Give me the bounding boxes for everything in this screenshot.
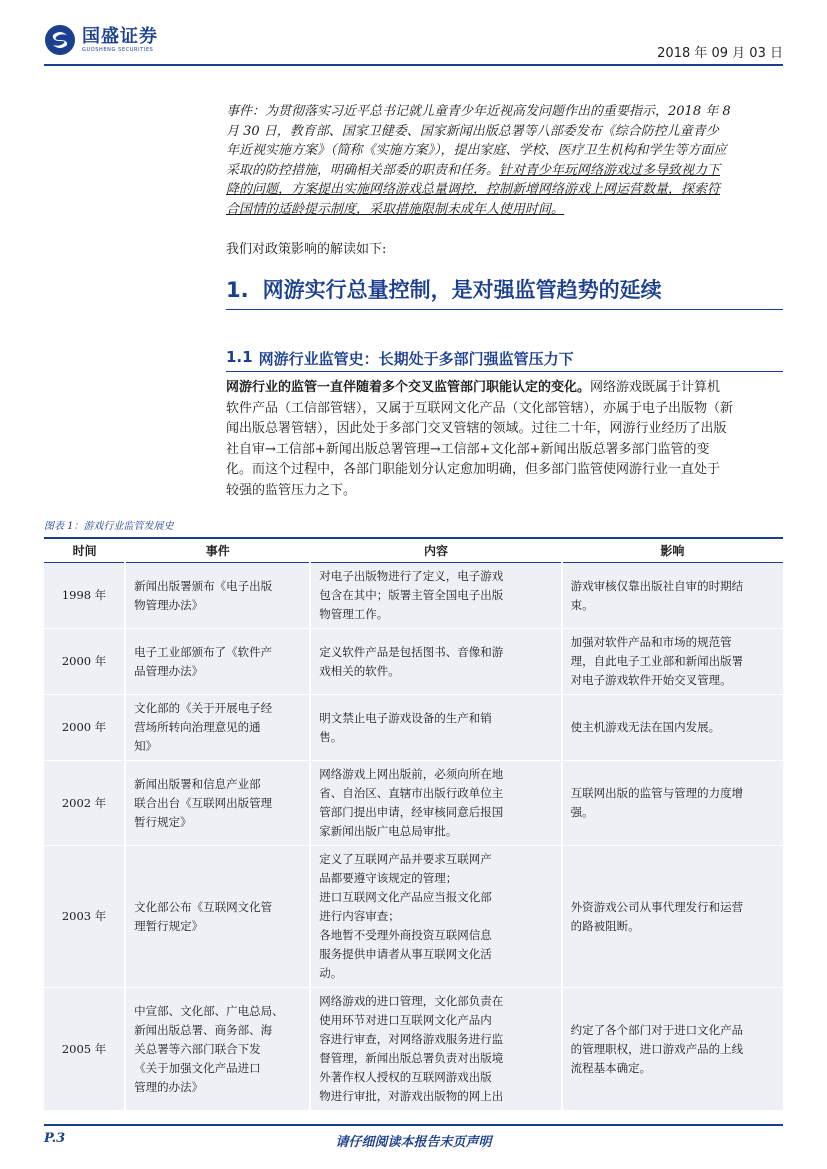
section-divider	[226, 309, 783, 310]
cell-line: 知》	[134, 739, 158, 753]
subsection-title: 网游行业监管史：长期处于多部门强监管压力下	[258, 350, 574, 368]
column-header: 事件	[125, 538, 310, 563]
cell-line: 定义了互联网产品并要求互联网产	[319, 852, 492, 866]
cell-line: 品都要遵守该规定的管理；	[319, 871, 458, 885]
cell-line: 家新闻出版广电总局审批。	[319, 824, 458, 838]
table-row	[44, 695, 783, 761]
paragraph-line: 闻出版总署管辖），因此处于多部门交叉管辖的领域。过往二十年，网游行业经历了出版	[226, 421, 727, 436]
cell-year: 2000 年	[44, 629, 125, 695]
regulation-history-table	[44, 537, 783, 1111]
cell-impact	[562, 629, 783, 695]
table-row	[44, 988, 783, 1111]
cell-line: 定义软件产品是包括图书、音像和游	[319, 644, 504, 659]
cell-year: 2005 年	[44, 988, 125, 1111]
body-paragraph	[226, 378, 782, 501]
cell-line: 明文禁止电子游戏设备的生产和销	[319, 710, 492, 725]
cell-line: 使主机游戏无法在国内发展。	[570, 720, 721, 734]
cell-line: 各地暂不受理外商投资互联网信息	[319, 928, 492, 942]
cell-line: 进行内容审查；	[319, 909, 400, 923]
cell-line: 使用环节对进口互联网文化产品内	[319, 1013, 492, 1027]
cell-line: 戏相关的软件。	[319, 663, 400, 678]
paragraph-line: 网络游戏既属于计算机	[590, 380, 721, 395]
cell-content	[310, 761, 561, 846]
cell-line: 省、自治区、直辖市出版行政单位主	[319, 786, 504, 800]
cell-line: 理暂行规定》	[134, 918, 204, 933]
cell-line: 包含在其中；版署主管全国电子出版	[319, 588, 504, 602]
cell-event	[125, 563, 310, 629]
cell-line: 容进行审查，对网络游戏服务进行监	[319, 1032, 504, 1046]
subsection-number: 1.1	[226, 348, 253, 366]
cell-line: 动。	[319, 966, 343, 980]
event-line: 合国情的适龄提示制度，采取措施限制未成年人使用时间。	[226, 201, 565, 217]
event-line: 月 30 日，教育部、国家卫健委、国家新闻出版总署等八部委发布《综合防控儿童青少	[226, 123, 719, 139]
cell-year: 1998 年	[44, 563, 125, 629]
page-number: P.3	[44, 1131, 66, 1146]
cell-impact	[562, 695, 783, 761]
section-heading-1	[226, 274, 662, 304]
cell-line: 强。	[570, 805, 594, 819]
cell-line: 服务提供申请者从事互联网文化活	[319, 947, 492, 961]
cell-line: 《关于加强文化产品进口	[134, 1060, 261, 1075]
cell-line: 物进行审批，对游戏出版物的网上出	[319, 1089, 504, 1103]
paragraph-lead: 网游行业的监管一直伴随着多个交叉监管部门职能认定的变化。	[226, 380, 591, 395]
column-header: 时间	[44, 538, 125, 563]
cell-line: 联合出台《互联网出版管理	[134, 795, 273, 810]
cell-line: 新闻出版总署、商务部、海	[134, 1022, 273, 1037]
cell-impact	[562, 846, 783, 988]
cell-event	[125, 695, 310, 761]
figure-caption: 图表 1：游戏行业监管发展史	[44, 521, 174, 532]
cell-line: 物管理工作。	[319, 607, 389, 621]
cell-line: 的管理职权，进口游戏产品的上线	[570, 1041, 744, 1056]
cell-line: 的路被阻断。	[570, 918, 640, 933]
cell-line: 流程基本确定。	[570, 1060, 652, 1075]
cell-event	[125, 629, 310, 695]
subsection-divider	[226, 371, 783, 372]
cell-content	[310, 563, 561, 629]
column-header: 影响	[562, 538, 783, 563]
cell-content	[310, 629, 561, 695]
cell-event	[125, 846, 310, 988]
cell-line: 营场所转向治理意见的通	[134, 720, 261, 734]
cell-line: 对电子出版物进行了定义，电子游戏	[319, 569, 504, 583]
cell-line: 网络游戏的进口管理，文化部负责在	[319, 994, 504, 1008]
logo-chinese-name: 国盛证券	[82, 25, 158, 47]
table-row	[44, 761, 783, 846]
cell-line: 新闻出版署颁布《电子出版	[134, 578, 273, 593]
cell-line: 品管理办法》	[134, 663, 204, 678]
cell-year: 2002 年	[44, 761, 125, 846]
cell-content	[310, 695, 561, 761]
cell-impact	[562, 563, 783, 629]
cell-line: 束。	[570, 597, 594, 612]
column-header: 内容	[310, 538, 561, 563]
report-date: 2018 年 09 月 03 日	[657, 46, 783, 61]
cell-year: 2000 年	[44, 695, 125, 761]
cell-line: 理，自此电子工业部和新闻出版署	[570, 654, 744, 668]
event-line: 年近视实施方案》（简称《实施方案》），提出家庭、学校、医疗卫生机构和学生等方面应	[226, 143, 727, 158]
cell-line: 管理的办法》	[134, 1079, 204, 1094]
table-header-row	[44, 538, 783, 563]
cell-line: 文化部公布《互联网文化管	[134, 899, 273, 914]
cell-line: 新闻出版署和信息产业部	[134, 776, 261, 791]
cell-line: 游戏审核仅靠出版社自审的时期结	[570, 578, 744, 593]
paragraph-line: 社自审→工信部+新闻出版总署管理→工信部+文化部+新闻出版总署多部门监管的变	[226, 441, 710, 457]
cell-line: 进口互联网文化产品应当报文化部	[319, 890, 492, 904]
guosheng-logo-icon	[44, 24, 76, 56]
logo-english-name: GUOSHENG SECURITIES	[82, 46, 154, 53]
table-row	[44, 846, 783, 988]
brand-logo	[44, 22, 158, 58]
footer-disclaimer: 请仔细阅读本报告末页声明	[335, 1135, 492, 1150]
cell-content	[310, 988, 561, 1111]
cell-line: 加强对软件产品和市场的规范管	[570, 635, 732, 649]
cell-event	[125, 761, 310, 846]
cell-content	[310, 846, 561, 988]
intro-text: 我们对政策影响的解读如下:	[226, 242, 387, 257]
cell-impact	[562, 761, 783, 846]
footer-divider	[44, 1124, 783, 1126]
event-line: 采取的防控措施，明确相关部委的职责和任务。针对青少年玩网络游戏过多导致视力下	[226, 162, 721, 178]
cell-line: 物管理办法》	[134, 597, 204, 612]
cell-line: 管部门提出申请，经审核同意后报国	[319, 805, 504, 819]
cell-line: 网络游戏上网出版前，必须向所在地	[319, 767, 504, 781]
table-row	[44, 629, 783, 695]
cell-line: 对电子游戏软件开始交叉管理。	[570, 673, 732, 687]
cell-line: 中宣部、文化部、广电总局、	[134, 1003, 284, 1018]
paragraph-line: 较强的监管压力之下。	[226, 482, 357, 498]
header-divider	[44, 64, 783, 66]
cell-line: 售。	[319, 729, 343, 744]
cell-year: 2003 年	[44, 846, 125, 988]
cell-line: 督管理，新闻出版总署负责对出版境	[319, 1051, 504, 1065]
cell-line: 外资游戏公司从事代理发行和运营	[570, 899, 744, 914]
cell-event	[125, 988, 310, 1111]
cell-impact	[562, 988, 783, 1111]
section-title: 网游实行总量控制，是对强监管趋势的延续	[262, 278, 662, 302]
paragraph-line: 化。而这个过程中，各部门职能划分认定愈加明确，但多部门监管使网游行业一直处于	[226, 462, 721, 477]
cell-line: 互联网出版的监管与管理的力度增	[570, 786, 744, 800]
cell-line: 关总署等六部门联合下发	[134, 1041, 261, 1056]
table-row	[44, 563, 783, 629]
cell-line: 文化部的《关于开展电子经	[134, 701, 273, 715]
cell-line: 约定了各个部门对于进口文化产品	[570, 1022, 744, 1037]
cell-line: 暂行规定》	[134, 814, 192, 829]
event-summary	[226, 102, 782, 219]
event-line: 降的问题，方案提出实施网络游戏总量调控，控制新增网络游戏上网运营数量，探索符	[226, 182, 721, 197]
section-number: 1.	[226, 278, 249, 302]
paragraph-line: 软件产品（工信部管辖），又属于互联网文化产品（文化部管辖），亦属于电子出版物（新	[226, 400, 734, 416]
section-heading-1-1	[226, 348, 574, 369]
cell-line: 电子工业部颁布了《软件产	[134, 644, 273, 659]
event-line: 事件：为贯彻落实习近平总书记就儿童青少年近视高发问题作出的重要指示，2018 年 8	[226, 104, 731, 119]
cell-line: 外著作权人授权的互联网游戏出版	[319, 1070, 492, 1084]
